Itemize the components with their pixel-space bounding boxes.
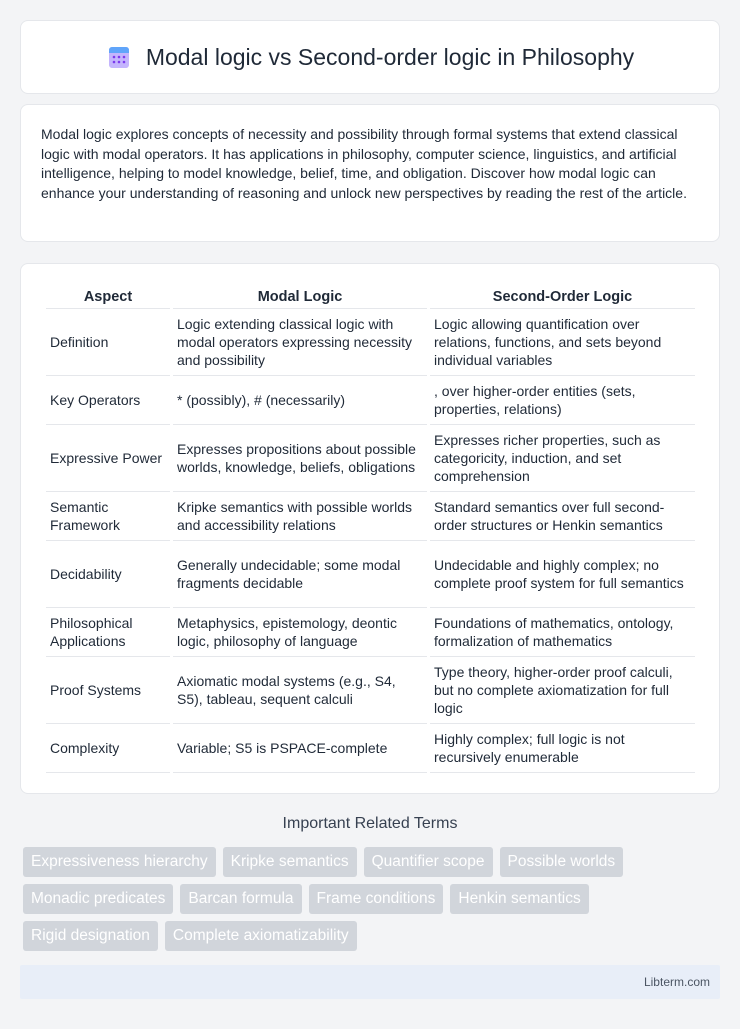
table-cell-modal: Logic extending classical logic with modal operators expressing necessity and possibility [173, 309, 427, 376]
comparison-card [20, 263, 720, 794]
table-cell-aspect: Complexity [46, 724, 170, 773]
table-cell-second-order: Type theory, higher-order proof calculi, but no complete axiomatization for full logic [430, 657, 695, 724]
column-header-aspect: Aspect [46, 284, 170, 309]
table-cell-aspect: Decidability [46, 541, 170, 608]
table-cell-second-order: Expresses richer properties, such as categoricity, induction, and set comprehension [430, 425, 695, 492]
table-cell-aspect: Key Operators [46, 376, 170, 425]
document-icon [106, 44, 132, 70]
table-row [46, 425, 695, 492]
table-cell-second-order: Standard semantics over full second-order structures or Henkin semantics [430, 492, 695, 541]
table-header-row [46, 284, 695, 309]
related-term-tag[interactable]: Monadic predicates [23, 884, 173, 914]
table-cell-modal: Metaphysics, epistemology, deontic logic, philosophy of language [173, 608, 427, 657]
table-row [46, 492, 695, 541]
table-cell-second-order: Logic allowing quantification over relations, functions, and sets beyond individual variables [430, 309, 695, 376]
table-cell-aspect: Expressive Power [46, 425, 170, 492]
related-term-tag[interactable]: Quantifier scope [364, 847, 493, 877]
related-term-tag[interactable]: Complete axiomatizability [165, 921, 357, 951]
related-term-tag[interactable]: Rigid designation [23, 921, 158, 951]
table-row [46, 608, 695, 657]
footer [20, 965, 720, 999]
related-terms-list [23, 847, 723, 951]
table-cell-modal: Variable; S5 is PSPACE-complete [173, 724, 427, 773]
table-cell-aspect: Philosophical Applications [46, 608, 170, 657]
table-row [46, 309, 695, 376]
table-cell-second-order: Undecidable and highly complex; no complete proof system for full semantics [430, 541, 695, 608]
table-cell-modal: Kripke semantics with possible worlds and accessibility relations [173, 492, 427, 541]
table-cell-modal: Generally undecidable; some modal fragments decidable [173, 541, 427, 608]
table-cell-second-order: Foundations of mathematics, ontology, formalization of mathematics [430, 608, 695, 657]
table-cell-modal: * (possibly), # (necessarily) [173, 376, 427, 425]
table-cell-aspect: Definition [46, 309, 170, 376]
table-cell-modal: Expresses propositions about possible worlds, knowledge, beliefs, obligations [173, 425, 427, 492]
table-row [46, 657, 695, 724]
table-cell-second-order: , over higher-order entities (sets, properties, relations) [430, 376, 695, 425]
intro-card [20, 104, 720, 242]
column-header-second-order-logic: Second-Order Logic [430, 284, 695, 309]
table-cell-aspect: Semantic Framework [46, 492, 170, 541]
table-row [46, 376, 695, 425]
table-cell-modal: Axiomatic modal systems (e.g., S4, S5), tableau, sequent calculi [173, 657, 427, 724]
comparison-table [43, 284, 698, 773]
table-row [46, 724, 695, 773]
related-term-tag[interactable]: Frame conditions [309, 884, 444, 914]
header-card [20, 20, 720, 94]
intro-text: Modal logic explores concepts of necessity and possibility through formal systems that extend classical logic with modal operators. It has applications in philosophy, computer science, linguistics, and artificial intelligence, helping to model knowledge, belief, time, and obligation. Discover how modal logic can enhance your understanding of reasoning and unlock new perspectives by reading the rest of the article. [41, 126, 687, 201]
related-terms-title: Important Related Terms [282, 815, 458, 832]
table-cell-aspect: Proof Systems [46, 657, 170, 724]
related-term-tag[interactable]: Barcan formula [180, 884, 301, 914]
page-title: Modal logic vs Second-order logic in Philosophy [145, 43, 635, 70]
related-term-tag[interactable]: Henkin semantics [450, 884, 588, 914]
column-header-modal-logic: Modal Logic [173, 284, 427, 309]
table-row [46, 541, 695, 608]
footer-site-link[interactable]: Libterm.com [643, 975, 710, 989]
table-cell-second-order: Highly complex; full logic is not recursively enumerable [430, 724, 695, 773]
related-term-tag[interactable]: Possible worlds [500, 847, 624, 877]
related-term-tag[interactable]: Kripke semantics [223, 847, 357, 877]
related-term-tag[interactable]: Expressiveness hierarchy [23, 847, 216, 877]
